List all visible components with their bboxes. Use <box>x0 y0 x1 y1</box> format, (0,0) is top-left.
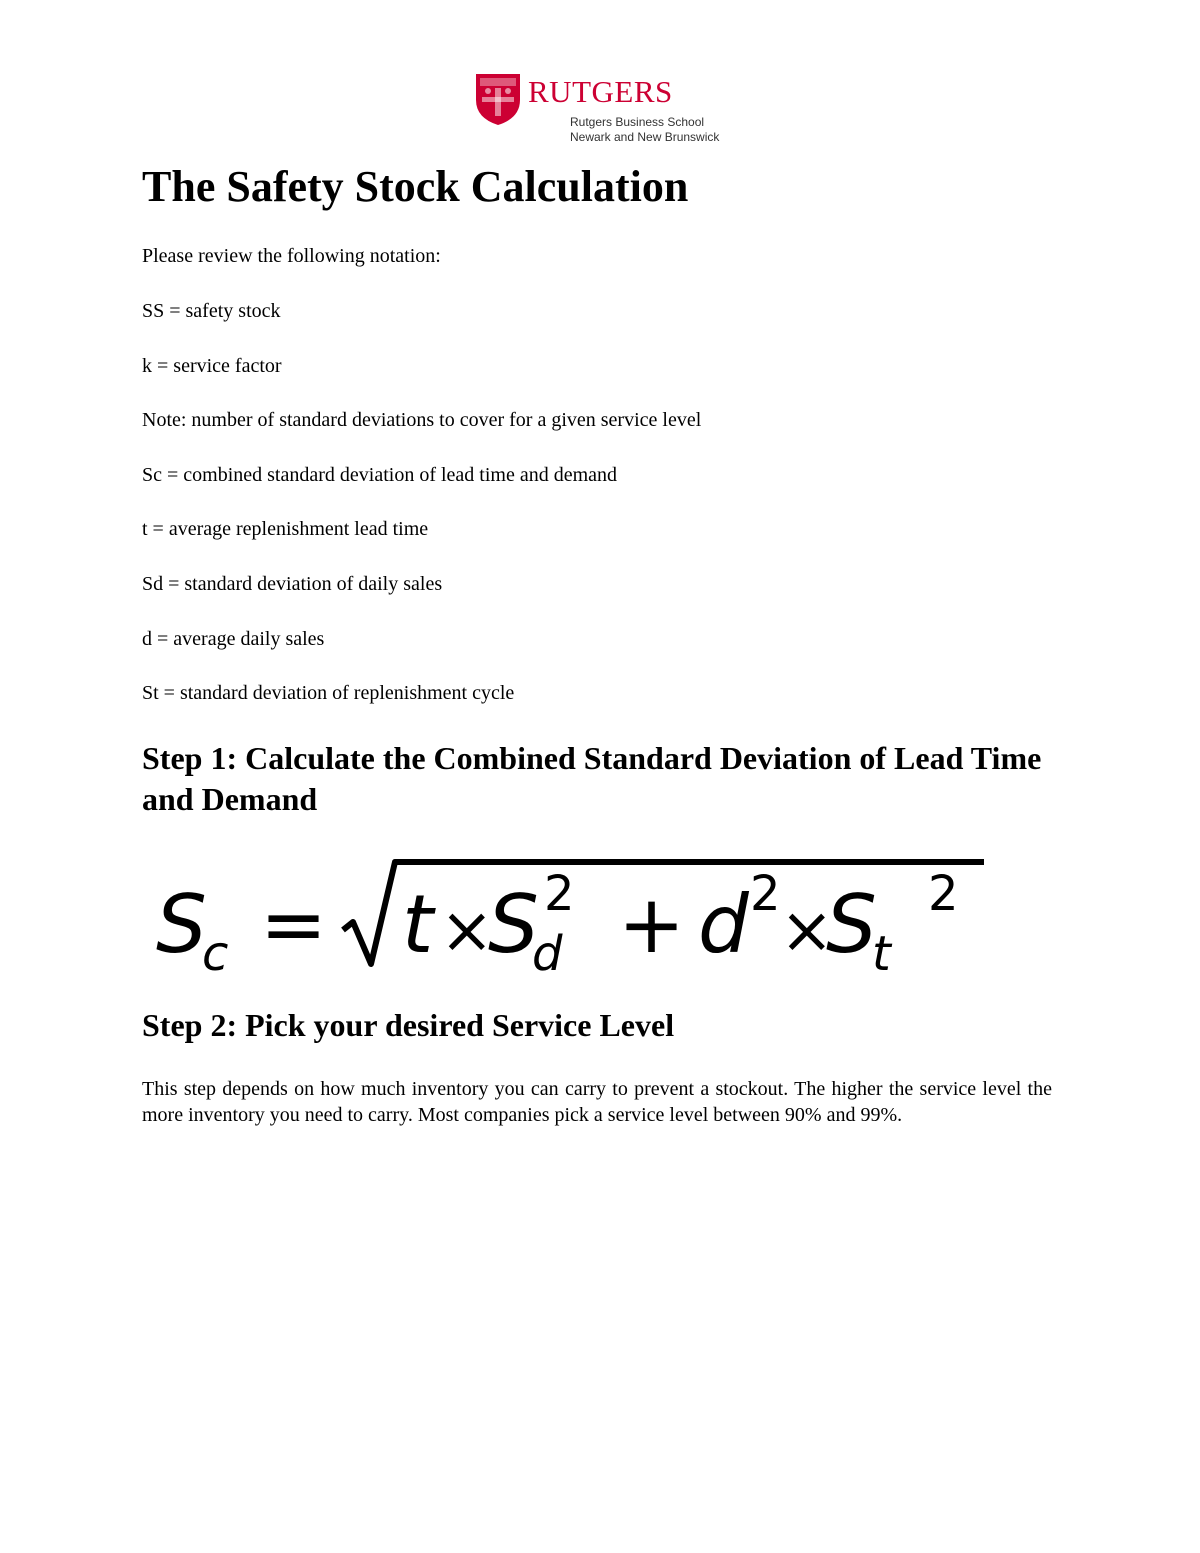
step2-heading: Step 2: Pick your desired Service Level <box>142 1007 675 1043</box>
formula-times-2: × <box>780 894 834 968</box>
formula-sd-sub: d <box>532 926 563 982</box>
formula-plus: + <box>618 878 686 971</box>
notation-item-sc: Sc = combined standard deviation of lead time and demand <box>142 463 618 486</box>
formula-d-sup: 2 <box>750 866 781 922</box>
rutgers-logo <box>474 70 734 144</box>
notation-item-k: k = service factor <box>142 354 282 377</box>
formula-d: d <box>698 878 749 971</box>
step2-paragraph: This step depends on how much inventory you can carry to prevent a stockout. The higher the service level the more inventory you need to carry. Most companies pick a service level between 90% and 99%. <box>142 1078 1052 1126</box>
rutgers-shield-icon <box>474 70 522 126</box>
page-title: The Safety Stock Calculation <box>142 162 689 211</box>
formula-sd-sup: 2 <box>544 866 575 922</box>
formula-lhs-sub: c <box>202 926 229 982</box>
combined-std-dev-formula <box>150 852 1000 982</box>
logo-wordmark: RUTGERS <box>528 74 673 109</box>
step1-heading: Step 1: Calculate the Combined Standard Deviation of Lead Time and Demand <box>142 740 1042 817</box>
formula-times-1: × <box>440 894 494 968</box>
notation-item-d: d = average daily sales <box>142 627 325 650</box>
formula-st: S <box>826 878 877 971</box>
formula-sd: S <box>488 878 539 971</box>
notation-item-ss: SS = safety stock <box>142 300 281 322</box>
notation-item-st: St = standard deviation of replenishment cycle <box>142 682 515 705</box>
formula-t: t <box>402 878 434 971</box>
formula-st-sup: 2 <box>928 866 959 922</box>
formula-st-sub: t <box>872 926 891 982</box>
formula-equals: = <box>260 878 328 971</box>
logo-subtitle-2: Newark and New Brunswick <box>570 130 720 144</box>
notation-item-note: Note: number of standard deviations to cover for a given service level <box>142 409 702 432</box>
formula-lhs: S <box>156 878 207 971</box>
notation-list <box>142 301 701 738</box>
notation-item-t: t = average replenishment lead time <box>142 518 429 541</box>
intro-text: Please review the following notation: <box>142 245 441 267</box>
notation-item-sd: Sd = standard deviation of daily sales <box>142 572 443 595</box>
logo-subtitle-1: Rutgers Business School <box>570 115 705 129</box>
